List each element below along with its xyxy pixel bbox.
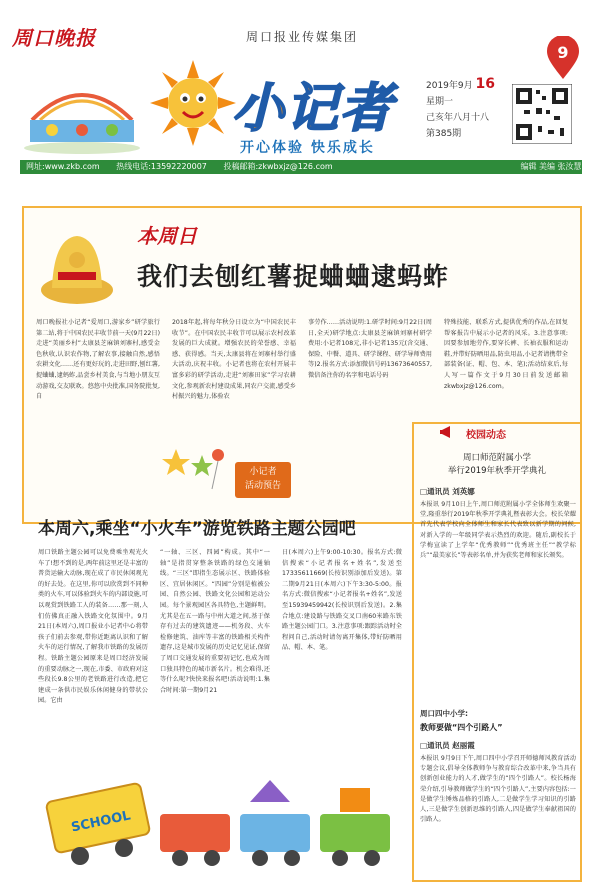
main-kicker: 本周日 (137, 224, 197, 248)
train-sign-text: SCHOOL (69, 808, 132, 836)
section-slogan: 开心体验 快乐成长 (240, 140, 375, 156)
paper-name-logo: 周口晚报 (12, 26, 96, 50)
page-number-badge (545, 36, 581, 80)
site-url: 网址:www.zkb.com (26, 162, 100, 171)
hotline: 热线电话:13592220007 (116, 162, 207, 171)
page-number: 9 (557, 43, 569, 62)
sidebar-title-1-line2: 举行2019年秋季开学典礼 (447, 466, 547, 476)
megaphone-icon (440, 424, 462, 440)
main-column-1: 周口晚报社小记者“爱周口,游家乡”研学旅行第二站,将于中国农民丰收节前一天(9月22日)走进“美丽乡村”太康县芝麻镇刘寨村,感受金色秋收,认识农作物,了解农事,接触自然,感悟农耕文化……还有更好玩的,走进田野,刨红薯,捉蛐蛐,逮蚂蚱,品尝乡村美食,与当地小朋友互动游戏,交友联欢。悠悠中央批准,国务院批复,自 (36, 319, 160, 401)
date-year-month: 2019年9月 (426, 81, 473, 91)
footer-info-bar (20, 160, 520, 174)
carousel-illustration (22, 60, 142, 155)
preview-flag (235, 462, 291, 498)
weekday: 星期一 (426, 97, 454, 107)
preview-flag-line2: 活动预告 (244, 481, 281, 491)
sidebar-title-2: 教师要做“四个引路人” (420, 723, 503, 732)
straw-hat-icon (40, 230, 114, 308)
campus-news-tag: 校园动态 (466, 430, 506, 441)
main-column-3: 事劳作……活动说明:1.研学时间:9月22日(周日,全天)研学地点:太康县芝麻镇刘寨村研学费用:小记者108元,非小记者135元(含交通、保险、中餐、道具、研学课程、研学导师费用等)2.报名方式:添加微信号码13673640557,微信备注你的名字和电话号码 (308, 319, 432, 379)
section-title: 小记者 (232, 79, 395, 139)
sun-mascot-icon (150, 60, 236, 146)
main-headline: 我们去刨红薯捉蛐蛐逮蚂蚱 (137, 262, 450, 291)
main-column-2: 2018年起,将每年秋分日设立为“中国农民丰收节”。在中国农民丰收节可以展示农村改革发展的巨大成就。增强农民的荣誉感、幸福感、获得感。当天,太康县将在刘寨村举行盛大活动,庆祝丰收。小记者也将在农村开展丰富多彩的研学活动,走进“刘寨田家”学习农耕文化,参观新农村建设成果,同农户交流,感受乡村振兴的魅力,体验农 (172, 319, 296, 401)
issue-number: 第385期 (426, 129, 462, 139)
sidebar-school-2: 周口四中小学: (420, 709, 468, 718)
date-block (426, 76, 495, 142)
sidebar-reporter-2: □通讯员 赵丽霞 (420, 741, 475, 750)
sidebar-reporter-1: □通讯员 刘英娜 (420, 487, 475, 496)
main-column-4: 特殊技能、联系方式,提供优秀的作品,在回复帮客报告中展示小记者的风采。3.注意事项:因要参加地劳作,要穿长裤、长袖衣服和运动鞋,并带好防晒用品,防虫用品,小记者请携带全部装备(证、帽、包、本、笔);活动结束后,每人写一篇作文于9月30日前发送邮箱zkwbxjz@126.com。 (444, 319, 568, 390)
date-day: 16 (475, 76, 495, 92)
submission-email: 投稿邮箱:zkwbxjz@126.com (223, 162, 333, 171)
editor-credit: 编辑 美编 张汝慧 (520, 160, 582, 174)
group-name: 周口报业传媒集团 (246, 30, 359, 44)
preview-flag-line1: 小记者 (249, 467, 277, 477)
preview-column-1: 周口铁路主题公园可以免费乘坐观光火车了!想不到的是,两年前这里还是丰富的普货运输大动脉,现在成了市民休闲观光的好去处。在这里,你可以欣赏到不同种类的火车,可以体验到火车的内部设施,可以观赏到铁路工人的装备……那一刻,人们仿佛真正融入铁路文化氛围中。9月21日(本周六),周口报业小记者中心将带孩子们前去参观,带你近距离认识和了解火车的运行情况,了解我市铁路的发展历程。铁路主题公园原来是周口经济发展的重要动脉之一,现在,市委、市政府对这些段长9.8公里的老铁路进行改造,把它建成一条供市民娱乐休闲健身的带状公园。它由 (38, 549, 148, 705)
school-train-illustration (40, 770, 410, 880)
preview-column-3: 日(本周六)上午9:00-10:30。报名方式:微信搜索“小记者报名+姓名”,发送至17335611669(长按识别添加后发送)。第二期9月21日(本周六)下午3:30-5:00。报名方式:微信搜索“小记者报名+姓名”,发送至15939459942(长按识别后发送)。2.集合地点:建设路与铁路交叉口南60米路东铁路主题公园门口。3.注意事项:跟踪活动时全程问自己,活动时请勿离开集体,带好防晒用品、帽、本、笔。 (282, 549, 402, 652)
qr-code-icon (512, 84, 572, 144)
preview-headline: 本周六,乘坐“小火车”游览铁路主题公园吧 (38, 519, 356, 539)
lunar-date: 己亥年八月十八 (426, 113, 490, 123)
preview-column-2: “一轴、三区、四园”构成。其中“一轴”是指贯穿整条铁路的绿色交通轴线。“三区”即指生态展示区、铁路体验区、宜居休闲区。“四园”分别是植被公园、自然公园、铁路文化公园和运动公园。每个景观园区各具特色,主题鲜明。尤其是在五一路与中州大道之间,基于保存有过去的建筑遗迹——机务段、火车检修建筑、油库等丰富的铁路相关构件遗存,这是城市发展的历史记忆见证,保留了周口交通发展的重要初记忆,也成为周口独具特色的城市新名片。机会难得,还等什么呢?快快来报名吧!活动说明:1.集合时间:第一期9月21 (160, 549, 270, 694)
sidebar-article-2: 本报讯 9月9日下午,周口四中小学召开师德师风教育活动专题会议,倡导全体教师争与教育综合改革中来,争当具有创新创业能力的人才,做学生的“四个引路人”。校长杨海荣介绍,引导教师做学生的“四个引路人”,主要内容包括:一是做学生锤炼品格的引路人,二是做学生学习知识的引路人,三是做学生创新思维的引路人,四是做学生奉献祖国的引路人。 (420, 755, 576, 824)
sidebar-title-1 (412, 452, 582, 478)
sidebar-article-1: 本报讯 9月10日上午,周口师范附属小学全体师生欢聚一堂,隆重举行2019年秋季开学典礼暨表彰大会。校长荣耀首先代表学校向全体师生和家长代表致以新学期的问候,对新入学的一年级同学表示热烈的欢迎。随后,副校长于学梅宣读了上学年“优秀教师”“优秀班主任”“教学标兵”“最美家长”等表彰名单,并为获奖老师和家长颁奖。 (420, 501, 576, 560)
stars-balloons-icon (162, 445, 226, 493)
sidebar-title-1-line1: 周口师范附属小学 (462, 453, 531, 463)
